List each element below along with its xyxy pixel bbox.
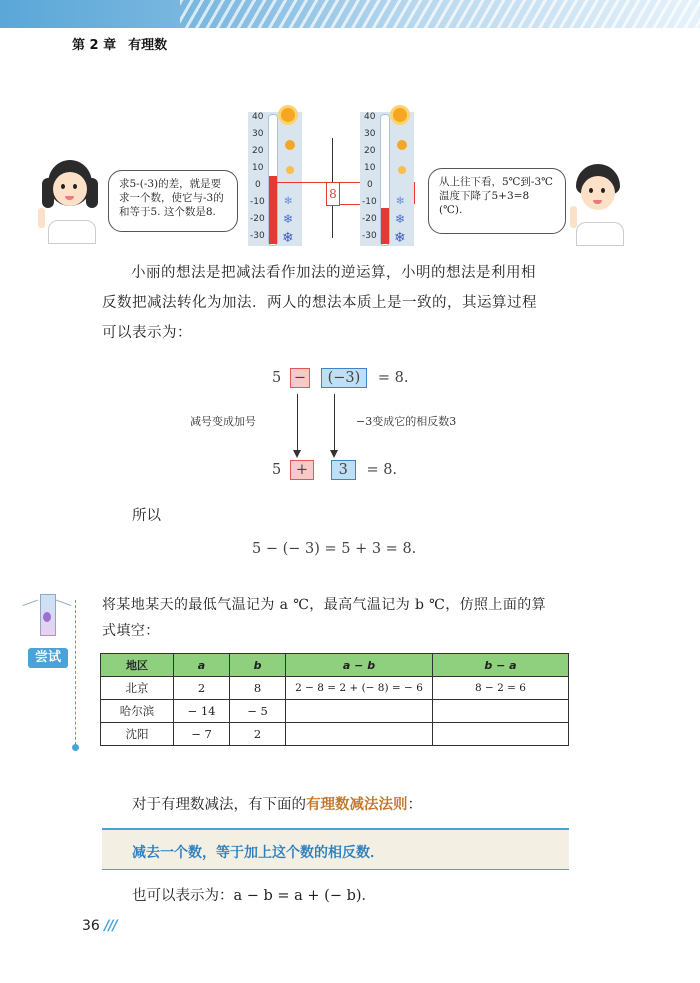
tick-label: -20: [250, 214, 265, 224]
tick-label: 40: [364, 112, 376, 122]
illustration: [0, 108, 700, 248]
page-number: [82, 918, 117, 934]
tick-label: -20: [362, 214, 377, 224]
tick-label: -30: [362, 231, 377, 241]
table-cell: 2: [174, 677, 230, 700]
arrow-right: [334, 394, 335, 452]
intro-line-1: 小丽的想法是把减法看作加法的逆运算，小明的想法是利用相: [131, 265, 536, 281]
note-minus-to-plus: 减号变成加号: [190, 415, 256, 428]
tick-label: 10: [364, 163, 376, 173]
try-prompt: [102, 592, 572, 644]
tick-label: 20: [252, 146, 264, 156]
tick-label: -30: [250, 231, 265, 241]
table-cell-blank[interactable]: [433, 700, 569, 723]
eq2-term-box: 3: [331, 460, 356, 480]
eq2-lhs: 5: [272, 462, 282, 478]
eq1-lhs: 5: [272, 370, 282, 386]
speech-bubble-right: [428, 168, 566, 234]
arrow-left-head: [293, 450, 301, 458]
snowflake-icon: ✻: [284, 196, 293, 207]
table-cell: 哈尔滨: [101, 700, 174, 723]
sun-icon: [397, 140, 407, 150]
kite-icon: [22, 594, 72, 646]
table-cell: − 5: [230, 700, 286, 723]
chapter-title: 有理数: [128, 38, 168, 53]
table-header: a: [174, 654, 230, 677]
sun-icon: [281, 108, 295, 122]
sun-icon: [286, 166, 294, 174]
formula-line: 也可以表示为：a − b = a + (− b)．: [132, 888, 377, 904]
rule-intro-text: 对于有理数减法，有下面的: [132, 797, 306, 813]
try-divider: [75, 600, 77, 750]
table-row: [101, 700, 569, 723]
snowflake-icon: ❄: [395, 212, 406, 226]
eq2-rhs: = 8.: [366, 462, 398, 478]
tick-label: -10: [362, 197, 377, 207]
try-prompt-line-1: 将某地某天的最低气温记为 a ℃，最高气温记为 b ℃，仿照上面的算: [102, 597, 547, 613]
temperature-table: [100, 653, 569, 746]
table-header: 地区: [101, 654, 174, 677]
table-cell-blank[interactable]: [286, 700, 433, 723]
intro-line-2: 反数把减法转化为加法．两人的想法本质上是一致的，其运算过程: [102, 295, 537, 311]
page-number-value: 36: [82, 918, 100, 934]
table-row: [101, 677, 569, 700]
snowflake-icon: ❄: [283, 212, 294, 226]
tick-label: 10: [252, 163, 264, 173]
table-cell-blank[interactable]: [286, 723, 433, 746]
tick-label: 0: [367, 180, 373, 190]
arrow-right-head: [330, 450, 338, 458]
tick-label: 40: [252, 112, 264, 122]
tick-label: 30: [252, 129, 264, 139]
so-label: 所以: [132, 508, 161, 524]
rule-statement: 减去一个数，等于加上这个数的相反数．: [132, 845, 384, 861]
table-row: [101, 723, 569, 746]
bubble-left-text: 求5-(-3)的差，就是要求一个数，使它与-3的和等于5. 这个数是8.: [119, 178, 224, 218]
try-prompt-line-2: 式填空：: [102, 623, 160, 639]
try-label: 尝试: [28, 648, 68, 668]
speech-bubble-left: [108, 170, 238, 232]
bubble-right-text: 从上往下看，5℃到-3℃温度下降了5+3=8 (℃).: [439, 176, 553, 216]
eq1-operator-box: −: [290, 368, 310, 388]
so-equation: 5 − (− 3) = 5 + 3 = 8.: [252, 541, 417, 557]
sun-icon: [398, 166, 406, 174]
table-header: b: [230, 654, 286, 677]
boy-illustration: [566, 164, 632, 248]
eq2-operator-box: +: [290, 460, 314, 480]
chapter-number: 第 2 章: [72, 38, 117, 53]
reading-line-vertical: [276, 182, 277, 244]
table-cell: 8 − 2 = 6: [433, 677, 569, 700]
table-cell: − 7: [174, 723, 230, 746]
chapter-header: [72, 34, 167, 53]
equation-row-2: [272, 460, 397, 480]
table-header: b − a: [433, 654, 569, 677]
table-cell: 2 − 8 = 2 + (− 8) = − 6: [286, 677, 433, 700]
table-cell: 8: [230, 677, 286, 700]
table-cell-blank[interactable]: [433, 723, 569, 746]
reading-line-vertical: [414, 182, 415, 204]
note-opposite-number: −3变成它的相反数3: [356, 415, 457, 428]
rule-name-highlight: 有理数减法法则: [306, 797, 408, 813]
rule-intro-colon: ：: [407, 797, 422, 813]
table-header-row: [101, 654, 569, 677]
gap-label-box: [326, 182, 340, 206]
table-header: a − b: [286, 654, 433, 677]
snowflake-icon: ❄: [394, 230, 406, 246]
sun-icon: [285, 140, 295, 150]
table-cell: 沈阳: [101, 723, 174, 746]
girl-illustration: [38, 160, 104, 246]
gap-label: 8: [329, 187, 337, 201]
tick-label: 0: [255, 180, 261, 190]
table-cell: 2: [230, 723, 286, 746]
table-cell: − 14: [174, 700, 230, 723]
tick-label: 20: [364, 146, 376, 156]
snowflake-icon: ✻: [396, 196, 405, 207]
intro-paragraph: [102, 258, 572, 348]
arrow-left: [297, 394, 298, 452]
eq1-rhs: = 8.: [377, 370, 409, 386]
sun-icon: [393, 108, 407, 122]
try-dot: [72, 744, 79, 751]
page-decoration: ///: [104, 918, 117, 934]
header-stripes: [180, 0, 700, 28]
rule-intro: [132, 793, 422, 814]
snowflake-icon: ❄: [282, 230, 294, 246]
equation-row-1: [272, 368, 409, 388]
table-cell: 北京: [101, 677, 174, 700]
tick-label: -10: [250, 197, 265, 207]
intro-line-3: 可以表示为：: [102, 325, 192, 341]
thermometer-right-liquid: [381, 208, 389, 244]
eq1-term-box: (−3): [321, 368, 368, 388]
tick-label: 30: [364, 129, 376, 139]
